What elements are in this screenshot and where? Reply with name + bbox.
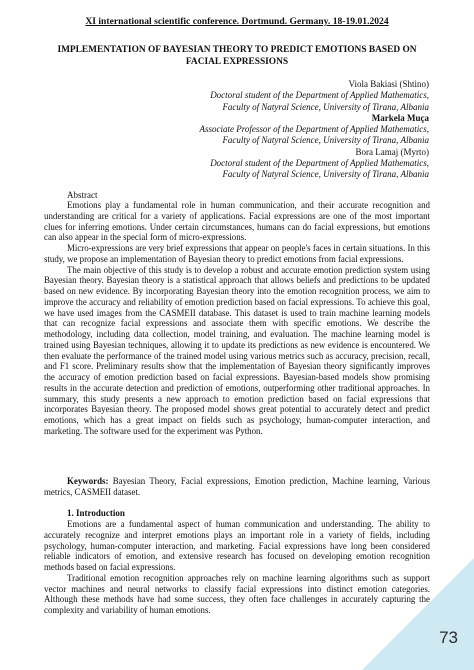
keywords bbox=[44, 476, 430, 498]
author-affiliation: Associate Professor of the Department of Applied Mathematics, bbox=[199, 124, 429, 135]
keywords-text: Bayesian Theory, Facial expressions, Emotion prediction, Machine learning, Various metrics, CASMEII dataset. bbox=[44, 476, 430, 497]
keywords-label: Keywords: bbox=[67, 476, 109, 486]
paper-title: IMPLEMENTATION OF BAYESIAN THEORY TO PREDICT EMOTIONS BASED ON FACIAL EXPRESSIONS bbox=[57, 45, 417, 67]
author-name: Bora Lamaj (Myrto) bbox=[355, 146, 429, 157]
abstract-body bbox=[44, 200, 430, 437]
author-block bbox=[129, 79, 429, 181]
corner-decoration bbox=[362, 558, 474, 670]
introduction-paragraph: Emotions are a fundamental aspect of human communication and understanding. The ability to accurately recognize and interpret emotions plays an important role in a variety of fields, including psychology, human-computer interaction, and marketing. Facial expressions have long been considered reliable indicators of emotion, and extensive research has focused on developing emotion recognition methods based on facial expressions. bbox=[44, 519, 430, 572]
author-name: Markela Muça bbox=[371, 112, 429, 123]
section-heading: 1. Introduction bbox=[67, 508, 125, 518]
author-affiliation: Faculty of Natyral Science, University of Tirana, Albania bbox=[222, 169, 429, 180]
author-affiliation: Doctoral student of the Department of Applied Mathematics, bbox=[210, 158, 429, 169]
introduction-paragraph: Traditional emotion recognition approaches rely on machine learning algorithms such as support vector machines and neural networks to classify facial expressions into distinct emotion categories. Although these methods have had some success, they often face challenges in accurately capturing the complexity and variability of human emotions. bbox=[44, 572, 430, 615]
author-affiliation: Doctoral student of the Department of Applied Mathematics, bbox=[210, 90, 429, 101]
abstract-paragraph: Micro-expressions are very brief expressions that appear on people's faces in certain situations. In this study, we propose an implementation of Bayesian theory to predict emotions from facial expressions. bbox=[44, 243, 430, 264]
page-number: 73 bbox=[439, 628, 458, 647]
abstract-heading: Abstract bbox=[67, 190, 98, 200]
author-affiliation: Faculty of Natyral Science, University of Tirana, Albania bbox=[222, 101, 429, 112]
author-affiliation: Faculty of Natyral Science, University of Tirana, Albania bbox=[222, 135, 429, 146]
author-name: Viola Bakiasi (Shtino) bbox=[348, 79, 429, 89]
conference-header: XI international scientific conference. Dortmund. Germany. 18-19.01.2024 bbox=[85, 16, 389, 27]
abstract-paragraph: Emotions play a fundamental role in human communication, and their accurate recognition and understanding are critical for a variety of applications. Facial expressions are one of the most important clues for inferring emotions. Under certain circumstances, humans can do facial expressions, but emotions can also appear in the special form of micro-expressions. bbox=[44, 200, 430, 243]
abstract-paragraph: The main objective of this study is to develop a robust and accurate emotion prediction system using Bayesian theory. Bayesian theory is a statistical approach that allows beliefs and predictions to be updated based on new evidence. By incorporating Bayesian theory into the emotion recognition process, we aim to improve the accuracy and reliability of emotion prediction based on facial expressions. To achieve this goal, we have used images from the CASMEII database. This dataset is used to train machine learning models that can recognize facial expressions and associate them with specific emotions. We describe the methodology, including data collection, model training, and evaluation. The machine learning model is trained using Bayesian techniques, allowing it to update its predictions as new evidence is encountered. We then evaluate the performance of the trained model using various metrics such as accuracy, precision, recall, and F1 score. Preliminary results show that the implementation of Bayesian theory significantly improves the accuracy of emotion prediction based on facial expressions. Bayesian-based models show promising results in the accurate detection and prediction of emotions, outperforming other traditional approaches. In summary, this study presents a new approach to emotion prediction based on facial expressions that incorporates Bayesian theory. The proposed model shows great potential to accurately detect and predict emotions, which has a great impact on fields such as psychology, human-computer interaction, and marketing. The software used for the experiment was Python. bbox=[44, 264, 430, 436]
